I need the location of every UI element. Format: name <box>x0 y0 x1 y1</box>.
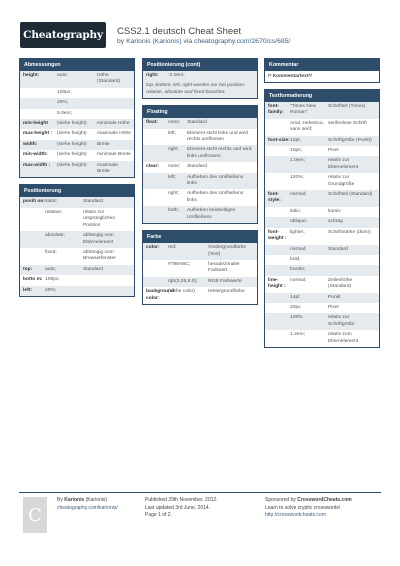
description-cell: relativ zum Elternelement <box>328 332 359 344</box>
value-cell: auto; <box>57 73 68 78</box>
property-cell: clear: <box>146 164 160 170</box>
footer <box>19 492 381 552</box>
description-cell: relativ zur ursprünglichen Position <box>83 209 116 228</box>
property-cell <box>23 210 45 229</box>
kommentar-text: /* Kommentartext*/ <box>268 74 312 79</box>
value-cell: rgb(0,25,5 0); <box>168 278 198 284</box>
author-avatar[interactable] <box>23 497 47 533</box>
farbe-table <box>143 243 257 304</box>
property-cell <box>268 247 290 253</box>
description-cell: Standard <box>328 246 348 252</box>
property-cell: positi on: <box>23 199 46 205</box>
property-cell <box>146 279 168 285</box>
description-cell: relativ zur Schriftgröße <box>328 315 355 327</box>
table-row <box>20 208 134 231</box>
table-row <box>20 150 134 160</box>
value-cell: (siehe height) <box>57 152 87 158</box>
description-cell: Zeilenhöhe (Standard) <box>328 277 353 290</box>
cheatography-logo[interactable] <box>20 22 106 48</box>
property-cell <box>146 191 168 204</box>
value-cell: none; <box>168 164 181 170</box>
description-cell: Standard <box>187 164 207 170</box>
author-link[interactable]: Karionis (Karionis) <box>126 38 182 45</box>
table-row <box>20 161 134 178</box>
value-cell: Arial, Helvetica, sans serif; <box>290 120 324 133</box>
property-cell <box>268 295 290 301</box>
property-cell: min-width: <box>23 152 48 158</box>
description-cell <box>97 111 131 117</box>
footer-author-name[interactable]: Karionis <box>64 497 85 503</box>
table-row <box>143 162 257 172</box>
value-cell: 1.0em; <box>290 158 305 164</box>
table-row <box>20 231 134 248</box>
description-cell <box>328 257 376 263</box>
footer-by: By <box>57 497 65 503</box>
subtitle-by: by <box>117 38 127 45</box>
table-row <box>265 228 379 245</box>
section-kommentar <box>264 58 380 83</box>
property-cell <box>23 233 45 246</box>
value-cell: 100px; <box>45 277 60 283</box>
table-row <box>143 129 257 146</box>
value-cell: right; <box>168 191 179 197</box>
table-row <box>265 217 379 227</box>
property-cell: min-height <box>23 121 48 127</box>
property-cell <box>268 175 290 188</box>
description-cell: abhängig vom Browserfenster <box>83 249 116 262</box>
description-cell: Element steht links und wird rechts umflossen <box>187 130 248 143</box>
description-cell: relativ zur Grundgröße <box>328 175 355 187</box>
value-cell: 1.2em; <box>290 332 305 338</box>
sponsor-desc: Learn to solve cryptic crosswords! <box>265 504 341 511</box>
description-cell: Vordergrundfarbe (Text) <box>208 245 247 257</box>
table-row <box>265 293 379 303</box>
description-cell: minimale Breite <box>97 152 131 158</box>
value-cell: (siehe height) <box>57 162 87 168</box>
header <box>0 0 400 62</box>
property-cell: width: <box>23 141 38 147</box>
section-abmessungen <box>19 58 135 178</box>
property-cell: float: <box>146 120 158 126</box>
section-title: Positionierung <box>20 185 134 197</box>
property-cell <box>268 219 290 225</box>
property-cell <box>23 111 57 117</box>
description-cell: Aufheben beidseitigen Umfließens <box>187 208 236 220</box>
value-cell: 10px; <box>290 148 302 154</box>
section-farbe <box>142 230 258 305</box>
section-title: Textformatierung <box>265 90 379 102</box>
property-cell: top: <box>23 266 33 272</box>
property-cell <box>268 209 290 215</box>
table-row <box>265 146 379 156</box>
value-cell: absolute; <box>45 233 65 239</box>
description-cell: Standard <box>83 266 103 272</box>
column-2 <box>142 58 258 311</box>
property-cell <box>268 158 290 171</box>
property-cell <box>268 121 290 134</box>
description-cell <box>97 90 131 96</box>
section-title: Abmessungen <box>20 59 134 71</box>
table-row <box>20 109 134 119</box>
table-row <box>265 313 379 330</box>
property-cell <box>146 262 168 275</box>
description-cell: Standard <box>83 199 103 205</box>
value-cell: right: <box>168 147 179 153</box>
value-cell: normal; <box>290 277 307 283</box>
sponsor-url[interactable]: http://crosswordcheats.com <box>265 512 326 518</box>
value-cell: 14pt <box>290 294 300 300</box>
table-row <box>20 275 134 285</box>
value-cell: 20%; <box>57 100 69 106</box>
description-cell: Pixel <box>328 304 339 310</box>
value-cell: oblique; <box>290 219 308 225</box>
value-cell: left; <box>168 174 176 180</box>
table-row <box>143 189 257 206</box>
description-cell: serifenlose Schrift <box>328 120 367 126</box>
property-cell: max-height : <box>23 131 53 137</box>
table-row <box>20 88 134 98</box>
value-cell: normal; <box>290 192 307 198</box>
description-cell: kursiv <box>328 208 341 214</box>
table-row <box>143 243 257 260</box>
property-cell: font-family: <box>268 104 284 116</box>
abmessungen-table <box>20 71 134 177</box>
avatar-letter: C <box>28 505 42 526</box>
property-cell <box>146 208 168 221</box>
value-cell: 100px; <box>57 89 72 95</box>
section-title: Kommentar <box>265 59 379 71</box>
value-cell: -2.0em; <box>168 73 185 78</box>
table-row <box>20 248 134 265</box>
description-cell: RGB Farbwerte <box>208 278 242 284</box>
property-cell: right: <box>146 73 159 78</box>
value-cell: none; <box>168 120 181 126</box>
value-cell: left; <box>168 130 176 136</box>
table-row <box>20 129 134 139</box>
sheet-url-link[interactable]: cheatography.com/2670/cs/685/ <box>194 38 291 45</box>
table-row <box>143 173 257 190</box>
value-cell: fixed; <box>45 249 57 255</box>
table-row <box>143 118 257 128</box>
section-title: Positionierung (cont) <box>143 59 257 71</box>
value-cell: red; <box>168 245 177 251</box>
table-row <box>265 303 379 313</box>
description-cell: Hintergrundfarbe <box>208 289 245 295</box>
value-cell: 5.0em; <box>57 110 72 116</box>
value-cell: auto; <box>45 266 56 272</box>
table-row <box>143 206 257 223</box>
value-cell: (siehe height) <box>57 131 87 137</box>
section-title: Farbe <box>143 231 257 243</box>
description-cell: Schriftstil (Standard) <box>328 192 373 198</box>
value-cell: both; <box>168 208 179 214</box>
table-row <box>20 98 134 108</box>
page-count: Page 1 of 2. <box>145 512 172 518</box>
table-row <box>265 156 379 173</box>
table-row <box>265 265 379 275</box>
value-cell: (siehe height) <box>57 141 87 147</box>
table-row <box>265 207 379 217</box>
logo-text: Cheatography <box>23 29 103 41</box>
floating-table <box>143 118 257 223</box>
value-cell: "Times New Roman" <box>290 104 317 116</box>
description-cell: Schriftart (Times) <box>328 104 366 109</box>
section-positionierung <box>19 184 135 296</box>
table-row <box>265 190 379 207</box>
table-row <box>265 119 379 136</box>
table-row <box>143 145 257 162</box>
value-cell: italic; <box>290 208 302 214</box>
subtitle-via: via <box>181 38 195 45</box>
value-cell: relative; <box>45 209 63 215</box>
property-cell <box>268 148 290 154</box>
column-3 <box>264 58 380 354</box>
table-row <box>20 197 134 207</box>
description-cell: Pixel <box>328 148 339 154</box>
updated-date: Last updated 3rd June, 2014. <box>145 504 211 511</box>
table-row <box>265 330 379 347</box>
published-date: Published 29th November, 2012. <box>145 497 218 503</box>
property-cell: botto m: <box>23 277 43 283</box>
property-cell: max-width : <box>23 162 51 168</box>
value-cell: (siehe height) <box>57 121 87 127</box>
description-cell: abhängig vom Elternelement <box>83 233 114 245</box>
table-row <box>143 71 257 81</box>
description-cell: Punkt <box>328 294 341 300</box>
column-1 <box>19 58 135 303</box>
description-cell: Element steht rechts und wird links umflossen. <box>187 147 252 159</box>
property-cell: background-color: <box>146 289 176 301</box>
property-cell: font-style: <box>268 192 281 204</box>
table-row <box>265 245 379 255</box>
description-cell: Standard <box>187 120 207 126</box>
property-cell: line-height : <box>268 277 286 290</box>
description-cell: hexadezimaler Farbwert <box>208 261 240 274</box>
value-cell: static; <box>45 199 58 205</box>
property-cell <box>146 147 168 160</box>
property-cell: height: <box>23 73 40 78</box>
property-cell <box>146 131 168 144</box>
description-cell <box>206 73 254 79</box>
sponsor-name[interactable]: CrosswordCheats.com <box>297 497 352 503</box>
description-cell: Schriftgröße (Punkt) <box>328 137 372 143</box>
value-cell: bold; <box>290 256 301 262</box>
page-title: CSS2.1 deutsch Cheat Sheet <box>117 26 242 37</box>
value-cell: lighter; <box>290 229 305 235</box>
table-row <box>20 265 134 275</box>
description-cell: Aufheben des Umfließens links <box>187 191 244 203</box>
description-cell: Höhe (Standard) <box>97 73 121 85</box>
property-cell <box>268 267 290 273</box>
description-cell <box>83 277 131 283</box>
value-cell: 120% <box>290 315 303 321</box>
positionierung-table <box>20 197 134 295</box>
property-cell <box>146 175 168 188</box>
property-cell <box>23 250 45 263</box>
table-row <box>265 255 379 265</box>
section-title: Floating <box>143 106 257 118</box>
description-cell: maximale Breite <box>97 162 118 175</box>
property-cell: font-weight : <box>268 229 287 242</box>
table-row <box>143 287 257 304</box>
footer-sponsor <box>265 497 381 520</box>
value-cell: (siehe color) <box>168 289 195 295</box>
textformatierung-table <box>265 102 379 347</box>
description-cell <box>328 267 376 273</box>
table-row <box>265 173 379 190</box>
description-cell <box>97 100 131 106</box>
property-cell: font-size: <box>268 137 290 143</box>
section-textformatierung <box>264 89 380 348</box>
property-cell <box>23 90 57 96</box>
description-cell: Breite <box>97 141 110 147</box>
page-subtitle <box>117 38 290 45</box>
property-cell <box>268 305 290 311</box>
value-cell: #789ABC; <box>168 261 191 267</box>
description-cell <box>83 288 131 294</box>
table-row <box>265 136 379 146</box>
table-row <box>20 140 134 150</box>
table-row <box>265 102 379 119</box>
footer-author <box>57 497 147 512</box>
footer-dates <box>145 497 255 520</box>
description-cell: relativ zur Elternelement <box>328 158 359 170</box>
section-positionierung-cont <box>142 58 258 99</box>
property-cell: left: <box>23 287 32 293</box>
positionierung-note: top, bottom, left, right werden nur bei position: relative, absolute und fixed beachtet. <box>143 81 257 98</box>
value-cell: border; <box>290 267 306 273</box>
value-cell: 12pt; <box>290 137 301 143</box>
property-cell: color: <box>146 245 160 251</box>
value-cell: 20%; <box>45 287 57 293</box>
description-cell: schräg <box>328 219 343 225</box>
table-row <box>143 260 257 277</box>
table-row <box>20 119 134 129</box>
description-cell: Schriftstärke (dünn) <box>328 229 371 235</box>
value-cell: normal; <box>290 246 307 252</box>
section-floating <box>142 105 258 224</box>
table-row <box>20 286 134 296</box>
table-row <box>265 276 379 293</box>
property-cell <box>268 332 290 345</box>
footer-author-link[interactable]: cheatography.com/karionis/ <box>57 504 118 511</box>
property-cell <box>268 257 290 263</box>
sponsored-prefix: Sponsored by <box>265 497 298 503</box>
footer-author-handle: (Karionis) <box>84 497 108 503</box>
property-cell <box>268 315 290 328</box>
description-cell: Aufheben des Umfließens links <box>187 174 244 187</box>
positionierung-cont-table <box>143 71 257 81</box>
description-cell: minimale Höhe <box>97 121 130 127</box>
value-cell: 20px <box>290 304 301 310</box>
table-row <box>143 277 257 287</box>
value-cell: 120%; <box>290 175 304 181</box>
table-row <box>20 71 134 88</box>
description-cell: maximale Höhe <box>97 131 131 137</box>
property-cell <box>23 100 57 106</box>
